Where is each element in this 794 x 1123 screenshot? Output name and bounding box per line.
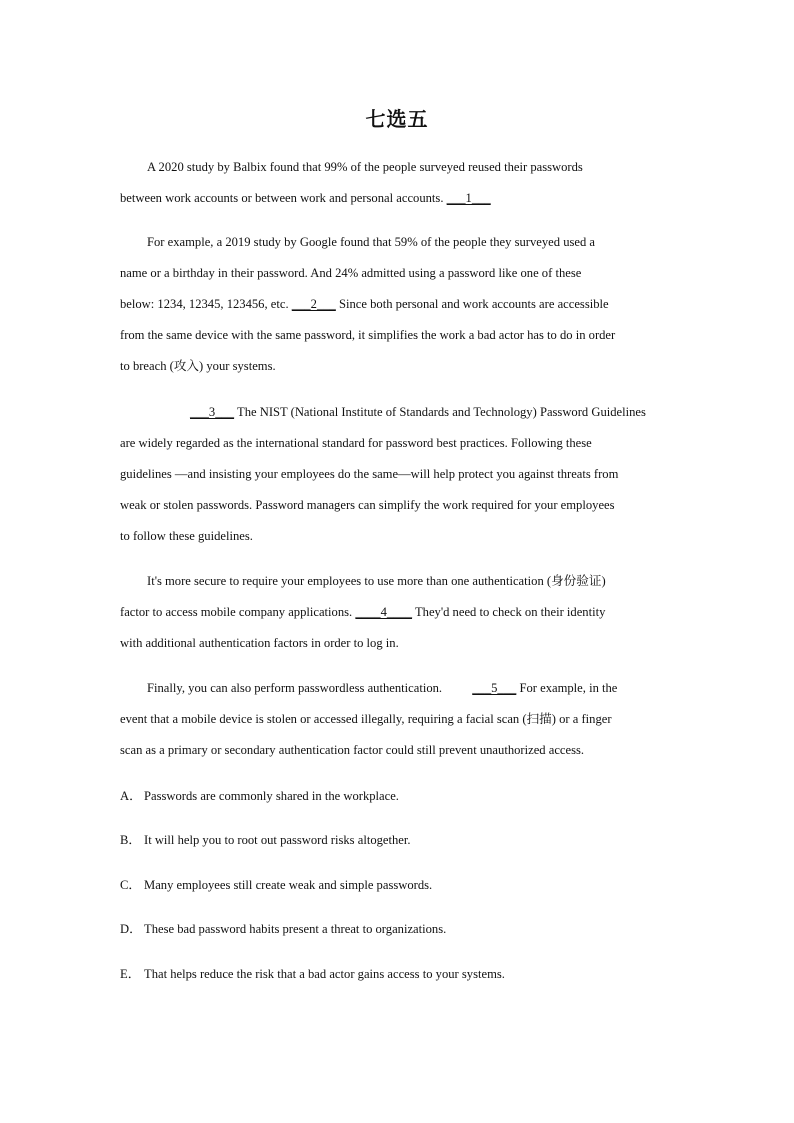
paragraph-text: between work accounts or between work and personal accounts. [120, 191, 444, 205]
option-text: That helps reduce the risk that a bad actor gains access to your systems. [144, 967, 505, 981]
option-d [120, 919, 680, 939]
paragraph-line: to follow these guidelines. [120, 529, 253, 543]
paragraph-line: It's more secure to require your employees to use more than one authentication (身份验证) [147, 574, 606, 588]
paragraph-line: scan as a primary or secondary authentication factor could still prevent unauthorized access. [120, 743, 585, 757]
option-letter: C． [120, 878, 141, 892]
paragraph-line: with additional authentication factors in order to log in. [120, 636, 399, 650]
option-text: These bad password habits present a threat to organizations. [144, 922, 447, 936]
paragraph-text: Finally, you can also perform passwordless authentication. [147, 681, 443, 695]
paragraph-text: Since both personal and work accounts are accessible [339, 297, 609, 311]
option-a [120, 786, 680, 806]
option-letter: A． [120, 789, 142, 803]
answer-blank-1: ___1___ [446, 191, 491, 205]
paragraph-line: are widely regarded as the international standard for password best practices. Following these [120, 436, 592, 450]
paragraph-line [120, 183, 680, 214]
answer-blank-3: ___3___ [190, 405, 235, 419]
option-letter: E． [120, 967, 141, 981]
paragraph-text: factor to access mobile company applications. [120, 605, 353, 619]
paragraph-line: event that a mobile device is stolen or accessed illegally, requiring a facial scan (扫描) or a finger [120, 712, 612, 726]
paragraph-line: For example, a 2019 study by Google found that 59% of the people they surveyed used a [147, 235, 596, 249]
paragraph-line [120, 597, 680, 628]
paragraph-line: from the same device with the same password, it simplifies the work a bad actor has to do in order [120, 328, 616, 342]
paragraph-line [120, 673, 680, 704]
paragraph-line [120, 289, 680, 320]
paragraph-4 [120, 566, 680, 659]
paragraph-line: to breach (攻入) your systems. [120, 359, 276, 373]
paragraph-line: name or a birthday in their password. And 24% admitted using a password like one of these [120, 266, 582, 280]
option-text: It will help you to root out password risks altogether. [144, 833, 411, 847]
paragraph-text: For example, in the [519, 681, 618, 695]
paragraph-3 [120, 397, 680, 552]
answer-blank-2: ___2___ [291, 297, 336, 311]
option-text: Passwords are commonly shared in the workplace. [144, 789, 399, 803]
paragraph-line: guidelines —and insisting your employees do the same—will help protect you against threats from [120, 467, 619, 481]
paragraph-line: A 2020 study by Balbix found that 99% of the people surveyed reused their passwords [147, 160, 583, 174]
option-c [120, 875, 680, 895]
paragraph-line: weak or stolen passwords. Password managers can simplify the work required for your employees [120, 498, 615, 512]
option-text: Many employees still create weak and simple passwords. [144, 878, 433, 892]
paragraph-line [120, 397, 680, 428]
paragraph-2 [120, 227, 680, 382]
answer-blank-5: ___5___ [472, 681, 517, 695]
paragraph-text: They'd need to check on their identity [414, 605, 606, 619]
paragraph-1 [120, 152, 680, 214]
page-title: 七选五 [365, 107, 429, 131]
option-letter: D． [120, 922, 142, 936]
answer-blank-4: ____4____ [355, 605, 413, 619]
option-e [120, 964, 680, 984]
option-letter: B． [120, 833, 141, 847]
paragraph-5 [120, 673, 680, 766]
paragraph-text: below: 1234, 12345, 123456, etc. [120, 297, 289, 311]
paragraph-text: The NIST (National Institute of Standards and Technology) Password Guidelines [237, 405, 646, 419]
option-b [120, 830, 680, 850]
